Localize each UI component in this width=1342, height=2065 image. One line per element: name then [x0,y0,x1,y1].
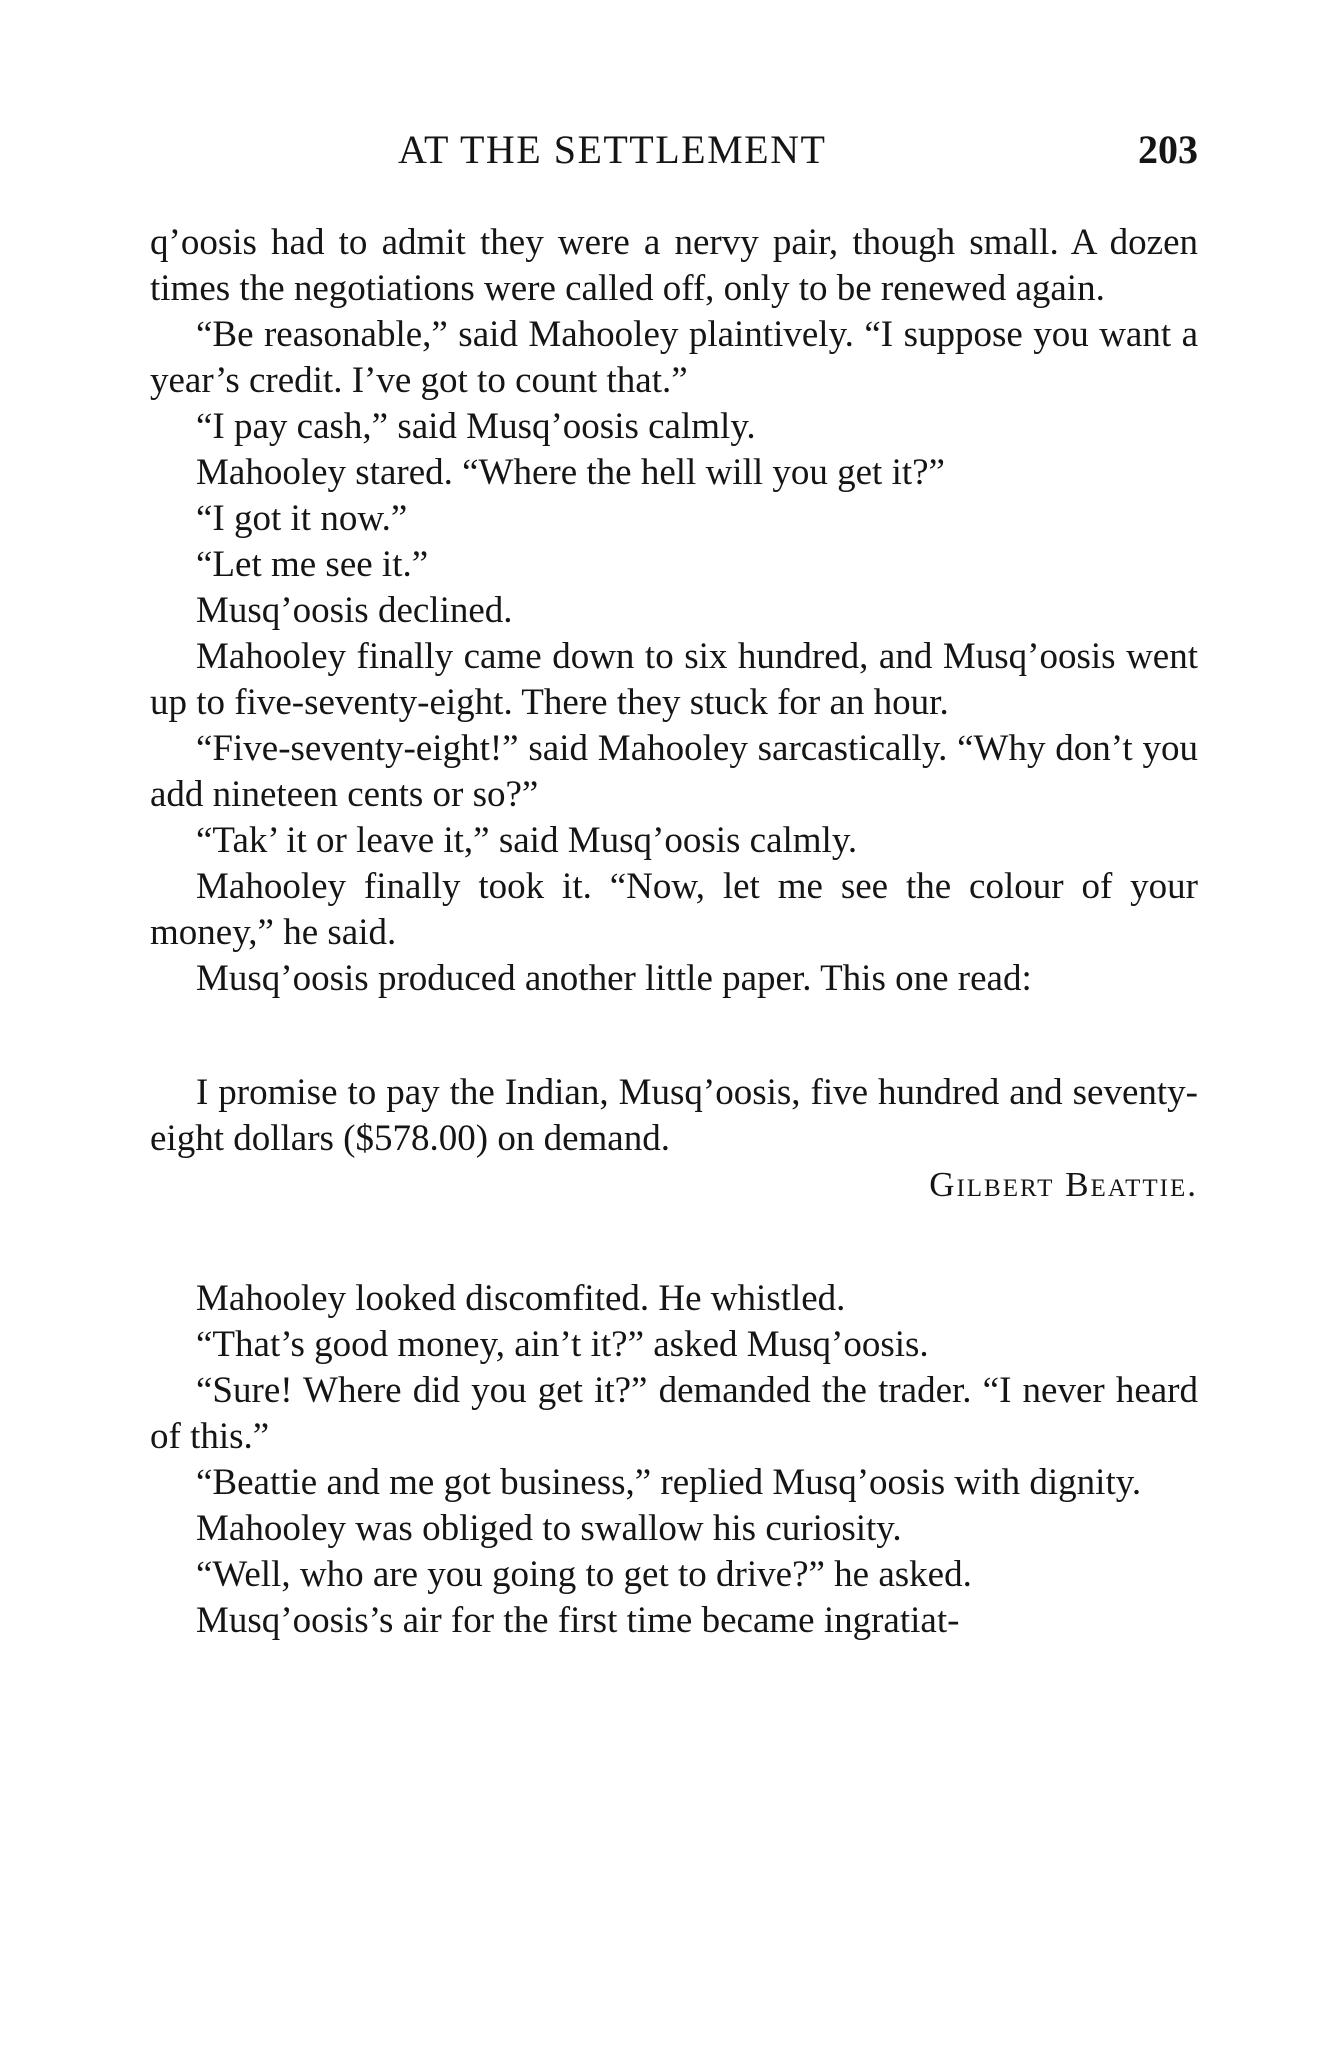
paragraph: q’oosis had to admit they were a nervy pair, though small. A dozen times the negotiations were called off, only to be renewed again. [150,222,1198,309]
paragraph: Mahooley was obliged to swallow his curiosity. [196,1508,902,1549]
paragraph: “I pay cash,” said Musq’oosis calmly. [196,406,756,447]
paragraph: “Beattie and me got business,” replied Musq’oosis with dignity. [196,1462,1142,1503]
paragraph: Mahooley finally came down to six hundred, and Musq’oosis went up to five-seventy-eight. There they stuck for an hour. [150,636,1198,723]
paragraph: “That’s good money, ain’t it?” asked Musq’oosis. [196,1324,929,1365]
paragraph: “Let me see it.” [196,544,429,585]
page-header [150,126,1198,176]
paragraph: “Sure! Where did you get it?” demanded the trader. “I never heard of this.” [150,1370,1198,1457]
paragraph: Musq’oosis’s air for the first time became ingratiat- [196,1600,960,1641]
note-signature: Gilbert Beattie. [929,1165,1198,1204]
running-head: AT THE SETTLEMENT [398,127,827,172]
paragraph: “Tak’ it or leave it,” said Musq’oosis calmly. [196,820,858,861]
page-number: 203 [1138,127,1198,172]
paragraph: “Five-seventy-eight!” said Mahooley sarcastically. “Why don’t you add nineteen cents or so?” [150,728,1198,815]
paragraph: Mahooley stared. “Where the hell will you get it?” [196,452,945,493]
page-body [150,220,1198,1644]
paragraph: Mahooley finally took it. “Now, let me see the colour of your money,” he said. [150,866,1198,953]
promissory-note: I promise to pay the Indian, Musq’oosis, five hundred and seventy-eight dollars ($578.00) on demand. [150,1072,1198,1159]
paragraph: “I got it now.” [196,498,408,539]
paragraph: Mahooley looked discomfited. He whistled. [196,1278,846,1319]
paragraph: “Be reasonable,” said Mahooley plaintively. “I suppose you want a year’s credit. I’ve got to count that.” [150,314,1198,401]
paragraph: “Well, who are you going to get to drive?” he asked. [196,1554,972,1595]
paragraph: Musq’oosis produced another little paper. This one read: [196,958,1032,999]
paragraph: Musq’oosis declined. [196,590,513,631]
